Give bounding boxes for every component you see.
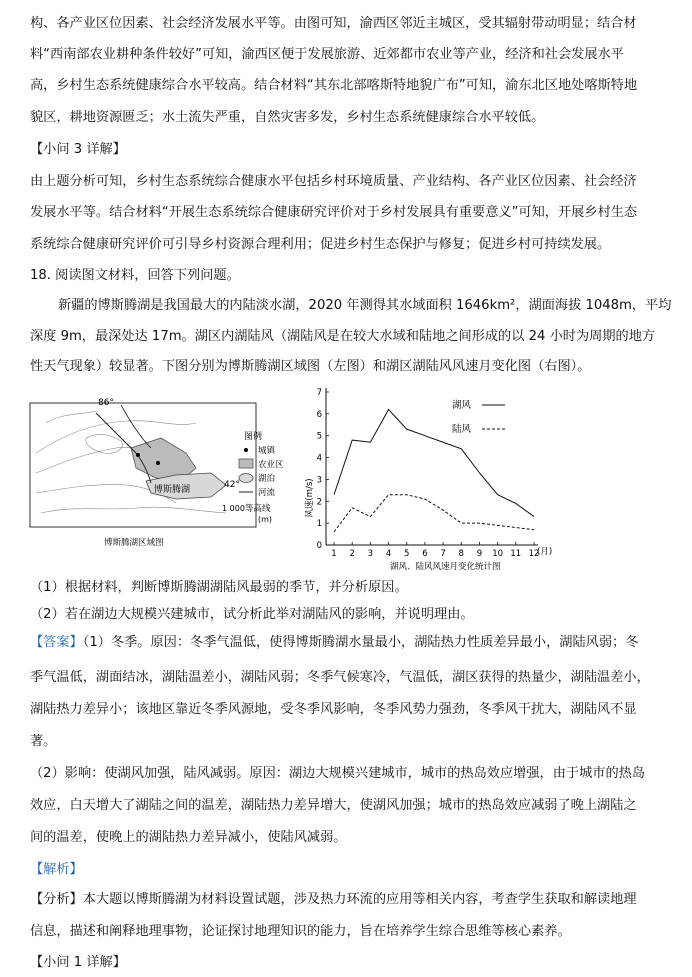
answer-line: （2）影响：使湖风加强，陆风减弱。原因：湖边大规模兴建城市，城市的热岛效应增强，由于城市的热岛 (30, 766, 646, 781)
y-tick-label: 0 (316, 541, 322, 551)
wind-speed-chart (300, 380, 555, 575)
analysis-line: 信息，描述和阐释地理事物，论证探讨地理知识的能力，旨在培养学生综合思维等核心素养。 (30, 924, 571, 939)
chart-caption: 湖风、陆风风速月变化统计图 (390, 562, 501, 572)
chart-axes (317, 388, 540, 559)
answer-tag: 【答案】 (30, 635, 83, 650)
x-tick-label: 12 (528, 549, 540, 559)
x-tick-label: 5 (404, 549, 410, 559)
text-line: 料“西南部农业耕种条件较好”可知，渝西区便于发展旅游、近郊都市农业等产业，经济和社会发展水平 (30, 47, 624, 62)
analysis-text: 本大题以博斯腾湖为材料设置试题，涉及热力环流的应用等相关内容，考查学生获取和解读地理 (82, 892, 637, 907)
legend-agri-symbol (239, 459, 253, 468)
answer-line: 间的温差，使晚上的湖陆热力差异减小，使陆风减弱。 (30, 830, 347, 845)
town-dot (156, 461, 160, 465)
legend-item: 河流 (258, 488, 276, 498)
material-line: 新疆的博斯腾湖是我国最大的内陆淡水湖，2020 年测得其水域面积 1646km²，湖面海拔 1048m，平均 (58, 298, 672, 313)
answer-line (30, 633, 670, 653)
series-line-land (334, 495, 534, 532)
y-tick-label: 7 (316, 388, 322, 398)
series-line-lake (334, 409, 534, 516)
analysis-subtag: 【分析】 (30, 892, 83, 907)
legend-contour-unit: (m) (258, 515, 273, 524)
y-tick-label: 3 (316, 475, 322, 486)
section-heading: 【小问 1 详解】 (30, 955, 126, 970)
question-2: （2）若在湖边大规模兴建城市，试分析此举对湖陆风的影响，并说明理由。 (30, 607, 474, 622)
text-line: 发展水平等。结合材料“开展生态系统综合健康研究评价对于乡村发展具有重要意义”可知，开展乡村生态 (30, 205, 638, 220)
answer-line: 效应，白天增大了湖陆之间的温差，湖陆热力差异增大，使湖风加强；城市的热岛效应减弱了晚上湖陆之 (30, 798, 637, 813)
chart-series (334, 409, 534, 531)
x-tick-label: 9 (476, 549, 483, 559)
analysis-line (30, 890, 670, 910)
text-line: 由上题分析可知，乡村生态系统综合健康水平包括乡村环境质量、产业结构、各产业区位因素、社会经济 (30, 174, 637, 189)
x-tick-label: 4 (385, 549, 392, 559)
answer-line: 季气温低，湖面结冰，湖陆温差小，湖陆风弱；冬季气候寒冷，气温低，湖区获得的热量少，湖陆温差小， (30, 670, 650, 685)
bosten-map (26, 393, 288, 553)
answer-text: （1）冬季。原因：冬季气温低，使得博斯腾湖水量最小，湖陆热力性质差异最小，湖陆风弱；冬 (82, 635, 639, 650)
legend-item: 农业区 (258, 460, 284, 470)
legend-town-symbol (244, 448, 248, 452)
longitude-label: 86° (98, 398, 114, 408)
text-line: 系统综合健康研究评价可引导乡村资源合理利用；促进乡村生态保护与修复；促进乡村可持续发展。 (30, 237, 611, 252)
y-tick-label: 5 (316, 431, 322, 442)
analysis-tag: 【解析】 (30, 862, 83, 877)
legend-item: 湖泊 (258, 474, 276, 484)
text-line: 貌区，耕地资源匮乏；水土流失严重，自然灾害多发，乡村生态系统健康综合水平较低。 (30, 110, 545, 125)
question-1: （1）根据材料，判断博斯腾湖湖陆风最弱的季节，并分析原因。 (30, 580, 408, 595)
y-tick-label: 4 (316, 453, 322, 464)
legend-item: 城镇 (258, 446, 276, 456)
x-tick-label: 3 (367, 549, 374, 559)
y-axis-label: 风速(m/s) (305, 478, 315, 518)
legend-contour-value: 1 000 (222, 504, 245, 513)
x-tick-label: 1 (331, 549, 337, 559)
town-dot (136, 453, 140, 457)
material-line: 性天气现象）较显著。下图分别为博斯腾湖区域图（左图）和湖区湖陆风风速月变化图（右图）。 (30, 359, 591, 374)
y-tick-label: 1 (316, 519, 322, 530)
x-axis-unit: (月) (537, 547, 553, 557)
x-tick-label: 10 (492, 549, 504, 559)
section-heading: 【小问 3 详解】 (30, 142, 126, 157)
text-line: 高，乡村生态系统健康综合水平较高。结合材料“其东北部喀斯特地貌广布”可知，渝东北区地处喀斯特地 (30, 78, 638, 93)
answer-line: 著。 (30, 734, 57, 749)
material-line: 深度 9m，最深处达 17m。湖区内湖陆风（湖陆风是在较大水域和陆地之间形成的以 24 小时为周期的地方 (30, 329, 656, 344)
y-tick-label: 2 (316, 497, 322, 508)
map-caption: 博斯腾湖区域图 (104, 538, 164, 548)
text-line: 构、各产业区位因素、社会经济发展水平等。由图可知，渝西区邻近主城区，受其辐射带动明显；结合材 (30, 16, 637, 31)
legend-lake-symbol (239, 474, 253, 483)
y-tick-label: 6 (316, 409, 322, 420)
legend-title: 图例 (244, 432, 263, 442)
answer-line: 湖陆热力差异小；该地区靠近冬季风源地，受冬季风影响，冬季风势力强劲，冬季风干扰大，湖陆风不显 (30, 702, 637, 717)
legend-series-land: 陆风 (452, 424, 472, 435)
x-tick-label: 6 (422, 549, 428, 559)
x-tick-label: 8 (458, 549, 464, 559)
latitude-label: 42° (224, 480, 240, 490)
x-tick-label: 11 (510, 549, 522, 559)
x-tick-label: 7 (440, 549, 446, 559)
x-tick-label: 2 (349, 549, 355, 559)
lake-label: 博斯腾湖 (154, 485, 191, 495)
legend-item: 等高线 (245, 504, 271, 514)
legend-series-lake: 湖风 (452, 400, 472, 411)
question-title: 18. 阅读图文材料，回答下列问题。 (30, 268, 240, 283)
